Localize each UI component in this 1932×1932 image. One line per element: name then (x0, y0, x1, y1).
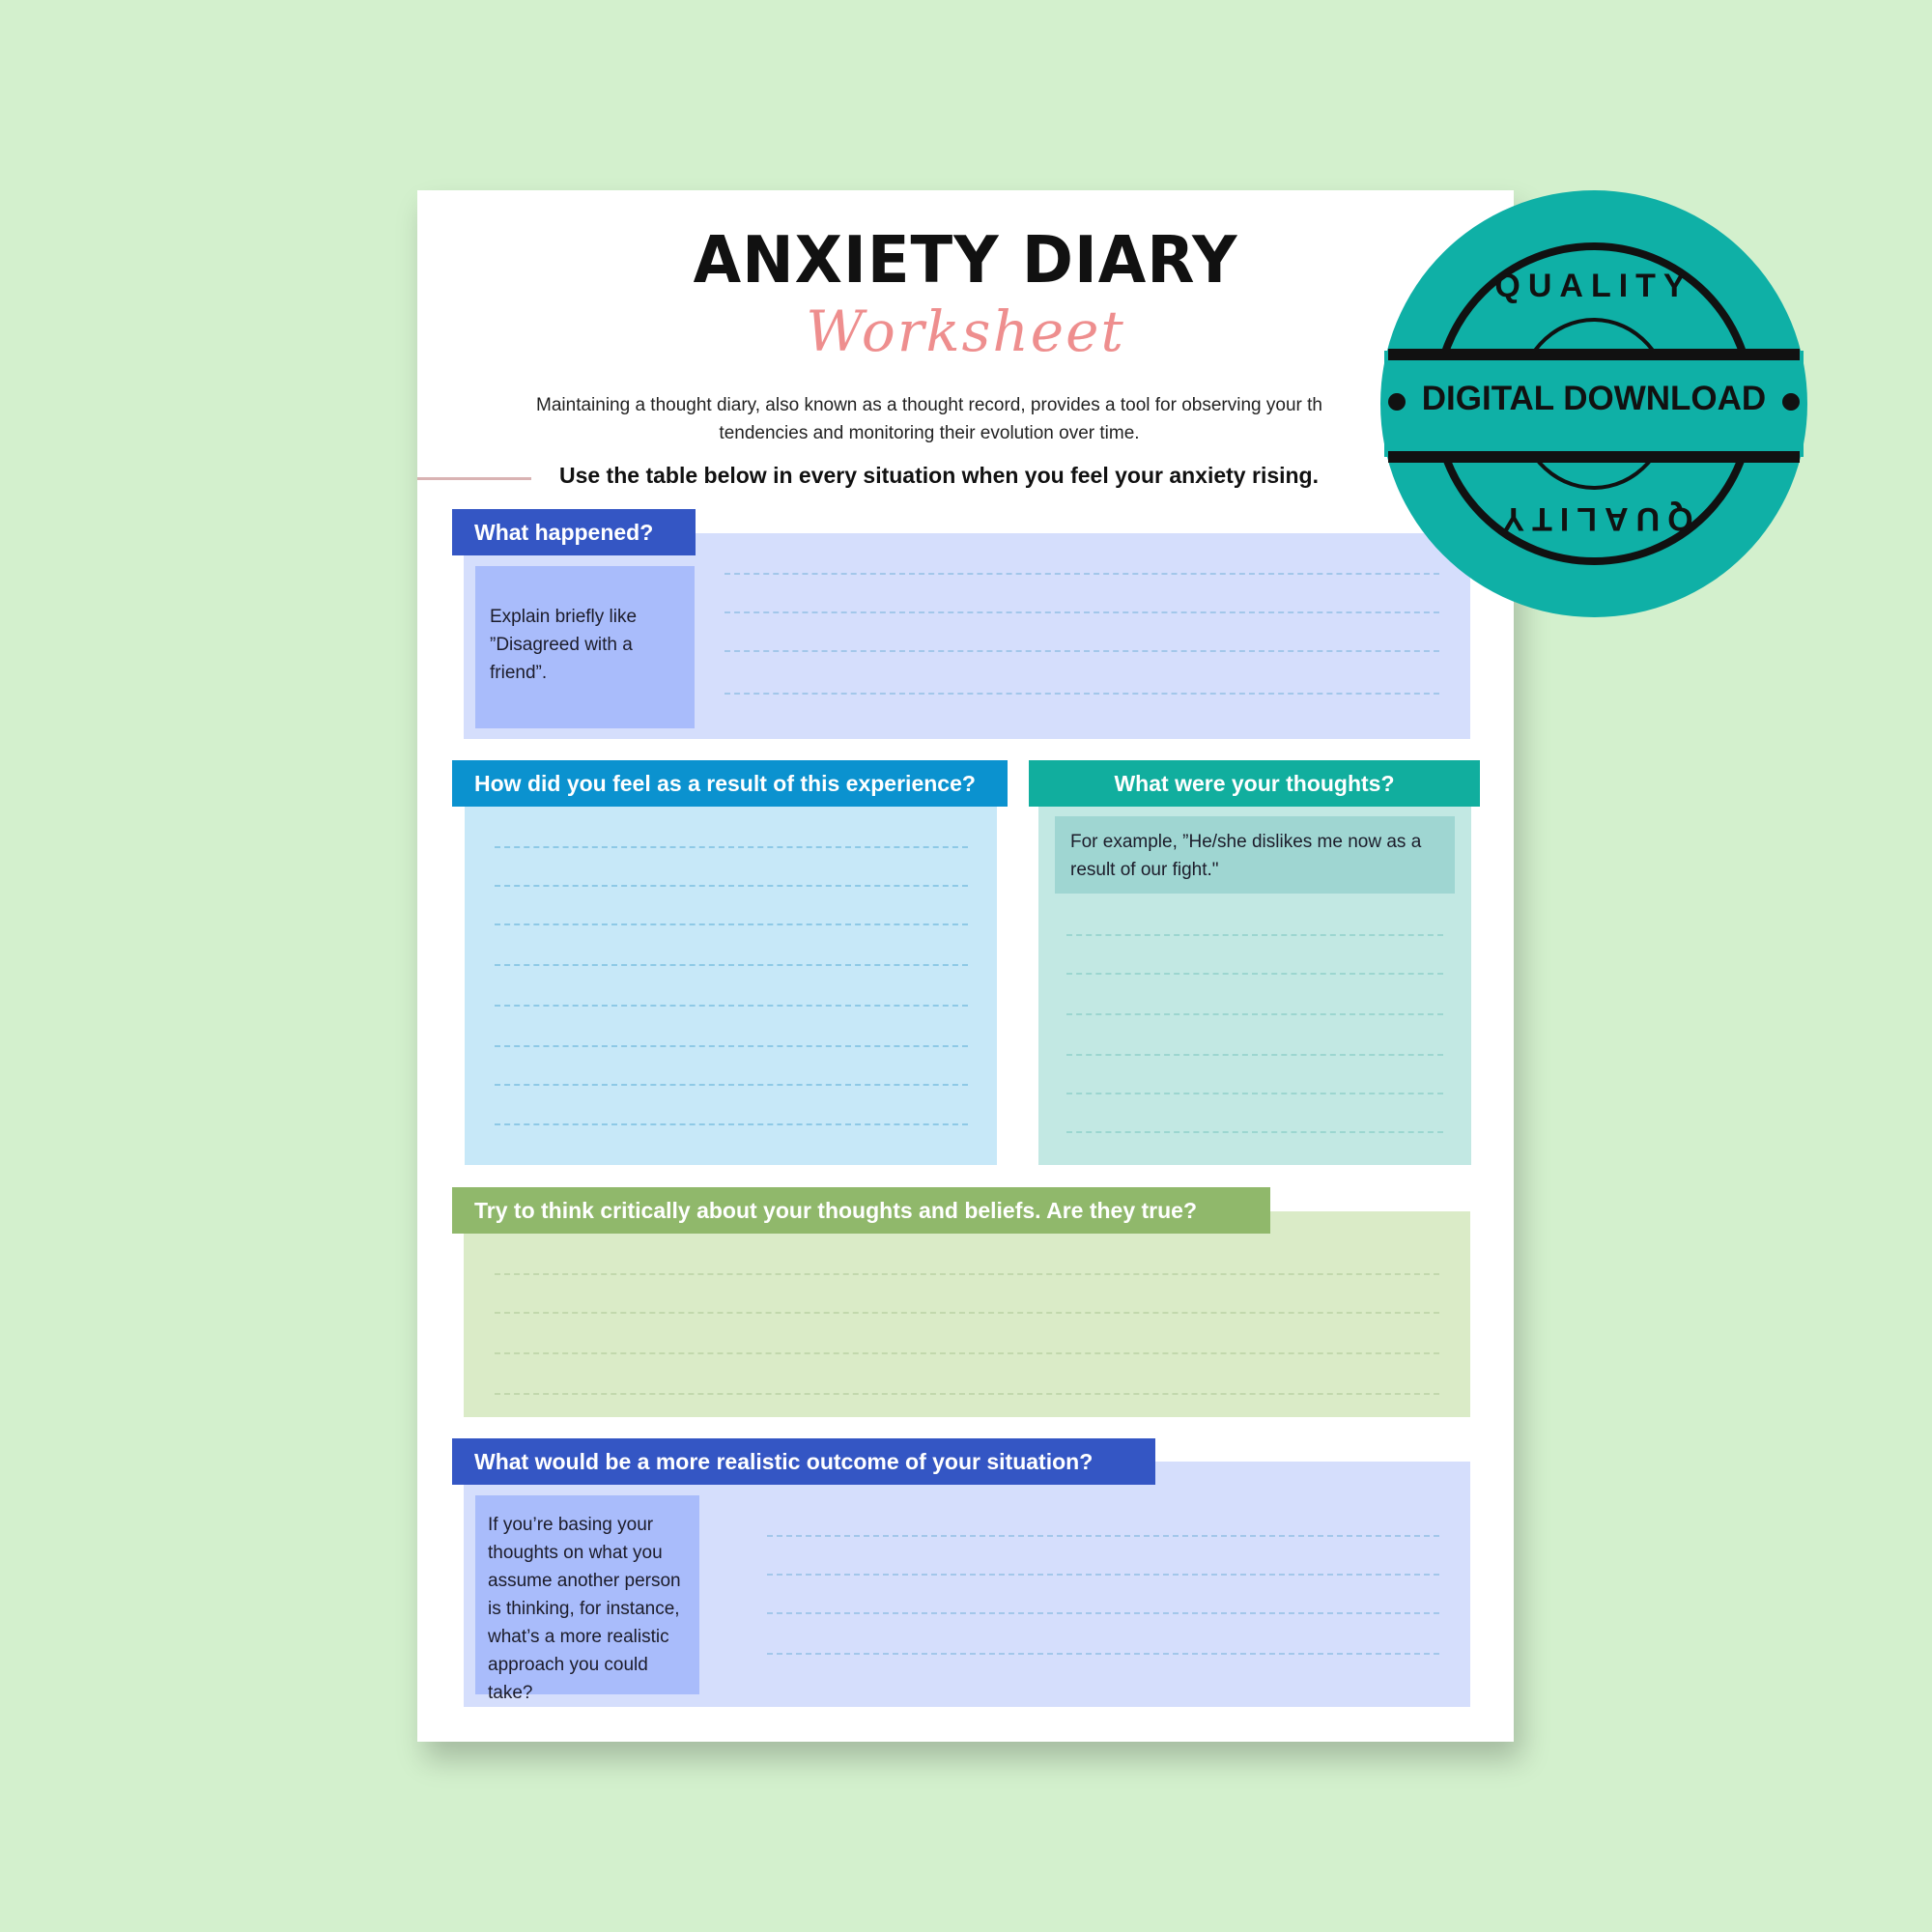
writing-line (495, 964, 968, 966)
writing-line (495, 1393, 1439, 1395)
writing-line (495, 1084, 968, 1086)
writing-line (724, 573, 1439, 575)
what-happened-header: What happened? (452, 509, 696, 555)
writing-line (1066, 1013, 1443, 1015)
writing-line (724, 650, 1439, 652)
writing-line (767, 1612, 1439, 1614)
writing-line (1066, 973, 1443, 975)
thoughts-hint: For example, ”He/she dislikes me now as a result of our fight." (1055, 816, 1455, 894)
page-title: ANXIETY DIARY (693, 223, 1238, 298)
writing-line (1066, 1093, 1443, 1094)
intro-text (466, 391, 1393, 447)
instruction-text: Use the table below in every situation when you feel your anxiety rising. (558, 463, 1320, 488)
critical-lines[interactable] (495, 1273, 1439, 1399)
critical-header: Try to think critically about your thoughts and beliefs. Are they true? (452, 1187, 1270, 1234)
intro-line-2: tendencies and monitoring their evolution over time. (719, 423, 1140, 443)
realistic-hint: If you’re basing your thoughts on what you assume another person is thinking, for instance, what’s a more realistic approach you could take? (475, 1495, 699, 1694)
what-happened-lines[interactable] (724, 573, 1439, 698)
thoughts-header: What were your thoughts? (1029, 760, 1480, 807)
writing-line (767, 1653, 1439, 1655)
writing-line (1066, 1131, 1443, 1133)
writing-line (495, 1312, 1439, 1314)
worksheet-page (417, 190, 1514, 1742)
what-happened-hint: Explain briefly like ”Disagreed with a friend”. (475, 566, 695, 728)
writing-line (495, 846, 968, 848)
writing-line (724, 611, 1439, 613)
page-subtitle: Worksheet (806, 298, 1125, 364)
feelings-header: How did you feel as a result of this experience? (452, 760, 1008, 807)
writing-line (495, 1005, 968, 1007)
realistic-lines[interactable] (767, 1535, 1439, 1661)
writing-line (495, 885, 968, 887)
badge-top-text: QUALITY (1494, 268, 1693, 304)
writing-line (495, 923, 968, 925)
digital-download-badge (1380, 190, 1807, 617)
thoughts-lines[interactable] (1066, 934, 1443, 1137)
badge-bottom-text: QUALITY (1494, 500, 1693, 537)
writing-line (724, 693, 1439, 695)
writing-line (767, 1574, 1439, 1576)
badge-band-line-top (1388, 349, 1800, 360)
writing-line (495, 1045, 968, 1047)
realistic-header: What would be a more realistic outcome of your situation? (452, 1438, 1155, 1485)
badge-band-line-bottom (1388, 451, 1800, 463)
feelings-lines[interactable] (495, 846, 968, 1136)
writing-line (767, 1535, 1439, 1537)
writing-line (1066, 934, 1443, 936)
writing-line (495, 1123, 968, 1125)
writing-line (1066, 1054, 1443, 1056)
writing-line (495, 1352, 1439, 1354)
intro-line-1: Maintaining a thought diary, also known as a thought record, provides a tool for observing your th (536, 395, 1322, 415)
writing-line (495, 1273, 1439, 1275)
badge-band-text: DIGITAL DOWNLOAD (1421, 380, 1767, 417)
